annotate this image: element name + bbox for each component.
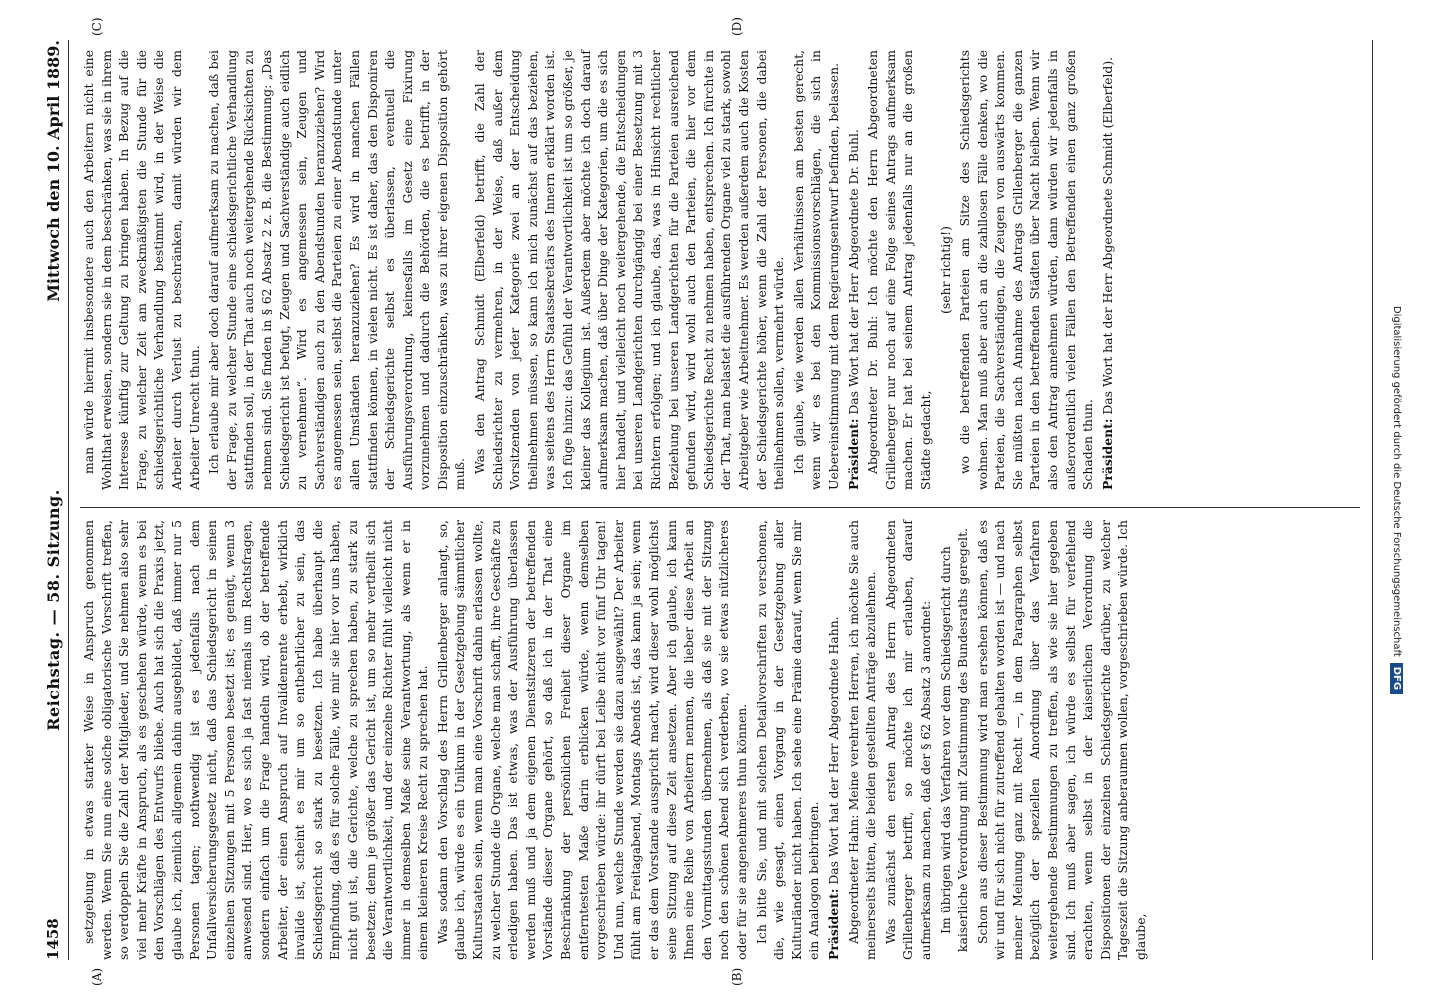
left-text-column (80, 520, 1152, 960)
right-text-column (80, 50, 1118, 490)
speaker-text: Das Wort hat der Herr Abgeordnete Hahn. (825, 616, 841, 889)
speaker-paragraph (845, 50, 863, 490)
text-paragraph: Was zunächst den ersten Antrag des Herrn Abgeordneten Grillenberger betrifft, so möchte ich mir erlauben, darauf aufmerksam zu machen, daß der § 62 Absatz 3 anordnet: (882, 520, 933, 960)
text-paragraph: wo die betreffenden Parteien am Sitze des Schiedsgerichts wohnen. Man muß aber auch an die zahllosen Fälle denken, wo die Parteien, die Sachverständigen, die Zeugen von auswärts kommen. Sie müßten nach Annahme des Antrags Grillenberger die ganzen Parteien in den betreffenden Städten über Nacht bleiben. Wenn wir also den Antrag annehmen würden, dann würden wir jedenfalls in außerordentlich vielen Fällen den Betreffenden einen ganz großen Schaden thun. (957, 50, 1096, 490)
text-paragraph: Abgeordneter Hahn: Meine verehrten Herren, ich möchte Sie auch meinerseits bitten, die beiden gestellten Anträge abzulehnen. (845, 520, 879, 960)
text-paragraph: Schon aus dieser Bestimmung wird man ersehen können, daß es wir und für sich nicht für zutreffend gehalten worden ist — und nach meiner Meinung ganz mit Recht —, in dem Paragraphen selbst bezüglich der speziellen Anordnung über das Verfahren weitergehende Bestimmungen zu treffen, als wie sie hier gegeben sind. Ich muß aber sagen, ich würde es selbst für verfehlend erachten, wenn selbst in der kaiserlichen Verordnung die Dispositionen der einzelnen Schiedsgerichte darüber, zu welcher Tageszeit die Sitzung anberaumen wollen, vorgeschrieben würde. Ich glaube, (974, 520, 1149, 960)
speaker-paragraph (1099, 50, 1117, 490)
margin-mark-c: (C) (90, 17, 104, 36)
header-title-left: Reichstag. — 58. Sitzung. (43, 489, 63, 731)
speaker-label: Präsident: (825, 888, 841, 960)
credit-text: Digitalisierung gefördert durch die Deutsche Forschungsgemeinschaft (1391, 305, 1403, 657)
bottom-rule (1372, 40, 1373, 960)
column-divider (80, 507, 1360, 508)
centered-paragraph: (sehr richtig!) (937, 226, 953, 314)
speaker-paragraph (825, 520, 843, 960)
text-paragraph: setzgebung in etwas starker Weise in Anspruch genommen werden. Wenn Sie nun eine solche obligatorische Vorschrift treffen, so verdoppeln Sie die Zahl der Mitglieder, und Sie nehmen also sehr viel mehr Kräfte in Anspruch, als es geschehen würde, wenn es bei den Vorschlägen des Entwurfs bliebe. Auch hat sich die Praxis jetzt, glaube ich, ziemlich allgemein dahin ausgebildet, daß immer nur 5 Personen tagen; nothwendig ist es jedenfalls nach dem Unfallversicherungsgesetz nicht, daß das Schiedsgericht in seinen einzelnen Sitzungen mit 5 Personen besetzt ist; es genügt, wenn 3 anwesend sind. Hier, wo es sich ja fast niemals um Rechtsfragen, sondern einfach um die Frage handeln wird, ob der betreffende Arbeiter, der einen Anspruch auf Invalidenrente erhebt, wirklich invalide ist, scheint es mir um so entbehrlicher zu sein, das Schiedsgericht so stark zu besetzen. Ich habe überhaupt die Empfindung, daß es für solche Fälle, wie mir sie hier vor uns haben, nicht gut ist, die Gerichte, welche zu sprechen haben, zu stark zu besetzen; denn je größer das Gericht ist, um so mehr vertheilt sich die Verantwortlichkeit, und der einzelne Richter fühlt vielleicht nicht immer in demselben Maße seine Verantwortung, als wenn er in einem kleineren Kreise Recht zu sprechen hat. (81, 520, 431, 960)
margin-mark-a: (A) (90, 967, 104, 986)
speaker-label: Präsident: (845, 418, 861, 490)
page-number: 1458 (44, 918, 62, 960)
text-paragraph: Was den Antrag Schmidt (Elberfeld) betrifft, die Zahl der Schiedsrichter zu vermehren, in der Weise, daß außer dem Vorsitzenden von jeder Kategorie zwei an der Entscheidung theilnehmen müssen, so kann ich mich zunächst auf das beziehen, was seitens des Herrn Staatssekretärs des Innern erklärt worden ist. Ich füge hinzu: das Gefühl der Verantwortlichkeit ist um so größer, je kleiner das Kollegium ist. Außerdem aber möchte ich doch darauf aufmerksam machen, daß über Dinge der Kategorien, um die es sich hier handelt, und vielleicht noch weitergehende, die Entscheidungen bei unseren Landgerichten durchgängig bei einer Besetzung mit 3 Richtern erfolgen; und ich glaube, das, was in Hinsicht rechtlicher Beziehung bei unseren Landgerichten für die Parteien ausreichend gefunden wird, wird wohl auch den Parteien, die hier vor dem Schiedsgerichte Recht zu nehmen haben, entsprechen. Ich fürchte in der That, man belastet die ausführenden Organe viel zu stark, sowohl Arbeitgeber wie Arbeitnehmer. Es werden außerdem auch die Kosten der Schiedsgerichte höher, wenn die Zahl der Personen, die dabei theilnehmen sollen, vermehrt würde. (472, 50, 787, 490)
digitization-credit (1382, 30, 1412, 970)
page-header (38, 40, 69, 960)
speaker-label: Präsident: (1099, 418, 1115, 490)
centered-paragraph: Im übrigen wird das Verfahren vor dem Schiedsgericht durch kaiserliche Verordnung mit Zustimmung des Bundesraths geregelt. (937, 527, 971, 953)
header-title-right: Mittwoch den 10. April 1889. (43, 40, 63, 302)
text-paragraph: Ich erlaube mir aber doch darauf aufmerksam zu machen, daß bei der Frage, zu welcher Stunde eine schiedsgerichtliche Verhandlung stattfinden soll, in der That auch noch weitergehende Rücksichten zu nehmen sind. Sie finden in § 62 Absatz 2 z. B. die Bestimmung: „Das Schiedsgericht ist befugt, Zeugen und Sachverständige auch eidlich zu vernehmen“. Wird es angemessen sein, Zeugen und Sachverständigen auch zu den Abendstunden heranzuziehen? Wird es angemessen sein, selbst die Parteien zu einer Abendstunde unter allen Umständen heranzuziehen? Es wird in manchen Fällen stattfinden können, in vielen nicht. Es ist daher, das den Disponiren der Schiedsgerichte selbst es überlassen, eventuell die Ausführungsverordnung, keinesfalls im Gesetz eine Fixirung vorzunehmen und dadurch die Behörden, die es betrifft, in der Disposition einzuschränken, was zu ihrer eigenen Disposition gehört muß. (206, 50, 468, 490)
text-paragraph: Was sodann den Vorschlag des Herrn Grillenberger anlangt, so, glaube ich, würde es ein Unikum in der Gesetzgebung sämmtlicher Kulturstaaten sein, wenn man eine Vorschrift dahin erlassen wollte, zu welcher Stunde die Organe, welche man schafft, ihre Geschäfte zu erledigen haben. Das ist etwas, was der Ausführung überlassen werden muß und ja dem eigenen Dienstsitzeren der betreffenden Vorstände dieser Organe gehört, so daß ich in der That eine Beschränkung der persönlichen Freiheit dieser Organe im entferntesten Maße darin erblicken würde, wenn demselben vorgeschrieben würde: ihr dürft bei Leibe nicht vor fünf Uhr tagen! Und nun, welche Stunde werden sie dazu ausgewählt? Der Arbeiter fühlt am Freitagabend, Montags Abends ist, das kann ja sein; wenn er das dem Vorstande ausspricht macht, wird dieser wohl möglichst seine Sitzung auf diese Zeit ansetzen. Aber ich glaube, ich kann Ihnen eine Reihe von Arbeitern nennen, die lieber diese Arbeit an den Vormittagsstunden übernehmen, als daß sie mit der Sitzung noch den schönen Abend sich verderben, wo sie etwas nützlicheres oder für sie angenehmeres thun können. (434, 520, 749, 960)
speaker-text: Das Wort hat der Herr Abgeordnete Schmidt (Elberfeld). (1099, 56, 1115, 419)
speaker-text: Das Wort hat der Herr Abgeordnete Dr. Buhl. (845, 129, 861, 419)
margin-mark-b: (B) (730, 967, 744, 986)
text-paragraph: Ich bitte Sie, und mit solchen Detailvorschriften zu verschonen, die, wie gesagt, einen Vorgang in der Gesetzgebung aller Kulturländer nicht haben. Ich sehe eine Prämie darauf, wenn Sie mir ein Analogon beibringen. (753, 520, 822, 960)
text-paragraph: Abgeordneter Dr. Buhl: Ich möchte den Herrn Abgeordneten Grillenberger nur noch auf eine Folge seines Antrags aufmerksam machen. Er hat bei seinem Antrag jedenfalls nur an die großen Städte gedacht, (865, 50, 933, 490)
dfg-logo: DFG (1391, 663, 1404, 694)
text-paragraph: Ich glaube, wie werden allen Verhältnissen am besten gerecht, wenn wir es bei den Kommissionsvorschlägen, die sich in Uebereinstimmung mit dem Regierungsentwurf befinden, belassen. (790, 50, 841, 490)
text-paragraph: man würde hiermit insbesondere auch den Arbeitern nicht eine Wohlthat erweisen, sondern sie in dem beschränken, was sie in ihrem Interesse künftig zur Geltung zu bringen haben. In Bezug auf die Frage, zu welcher Zeit am zweckmäßigsten die Stunde für die schiedsgerichtliche Verhandlung bestimmt wird, in der Weise die Arbeiter durch Verlust zu beschränken, damit würden wir dem Arbeiter Unrecht thun. (81, 50, 202, 490)
margin-mark-d: (D) (730, 17, 744, 36)
